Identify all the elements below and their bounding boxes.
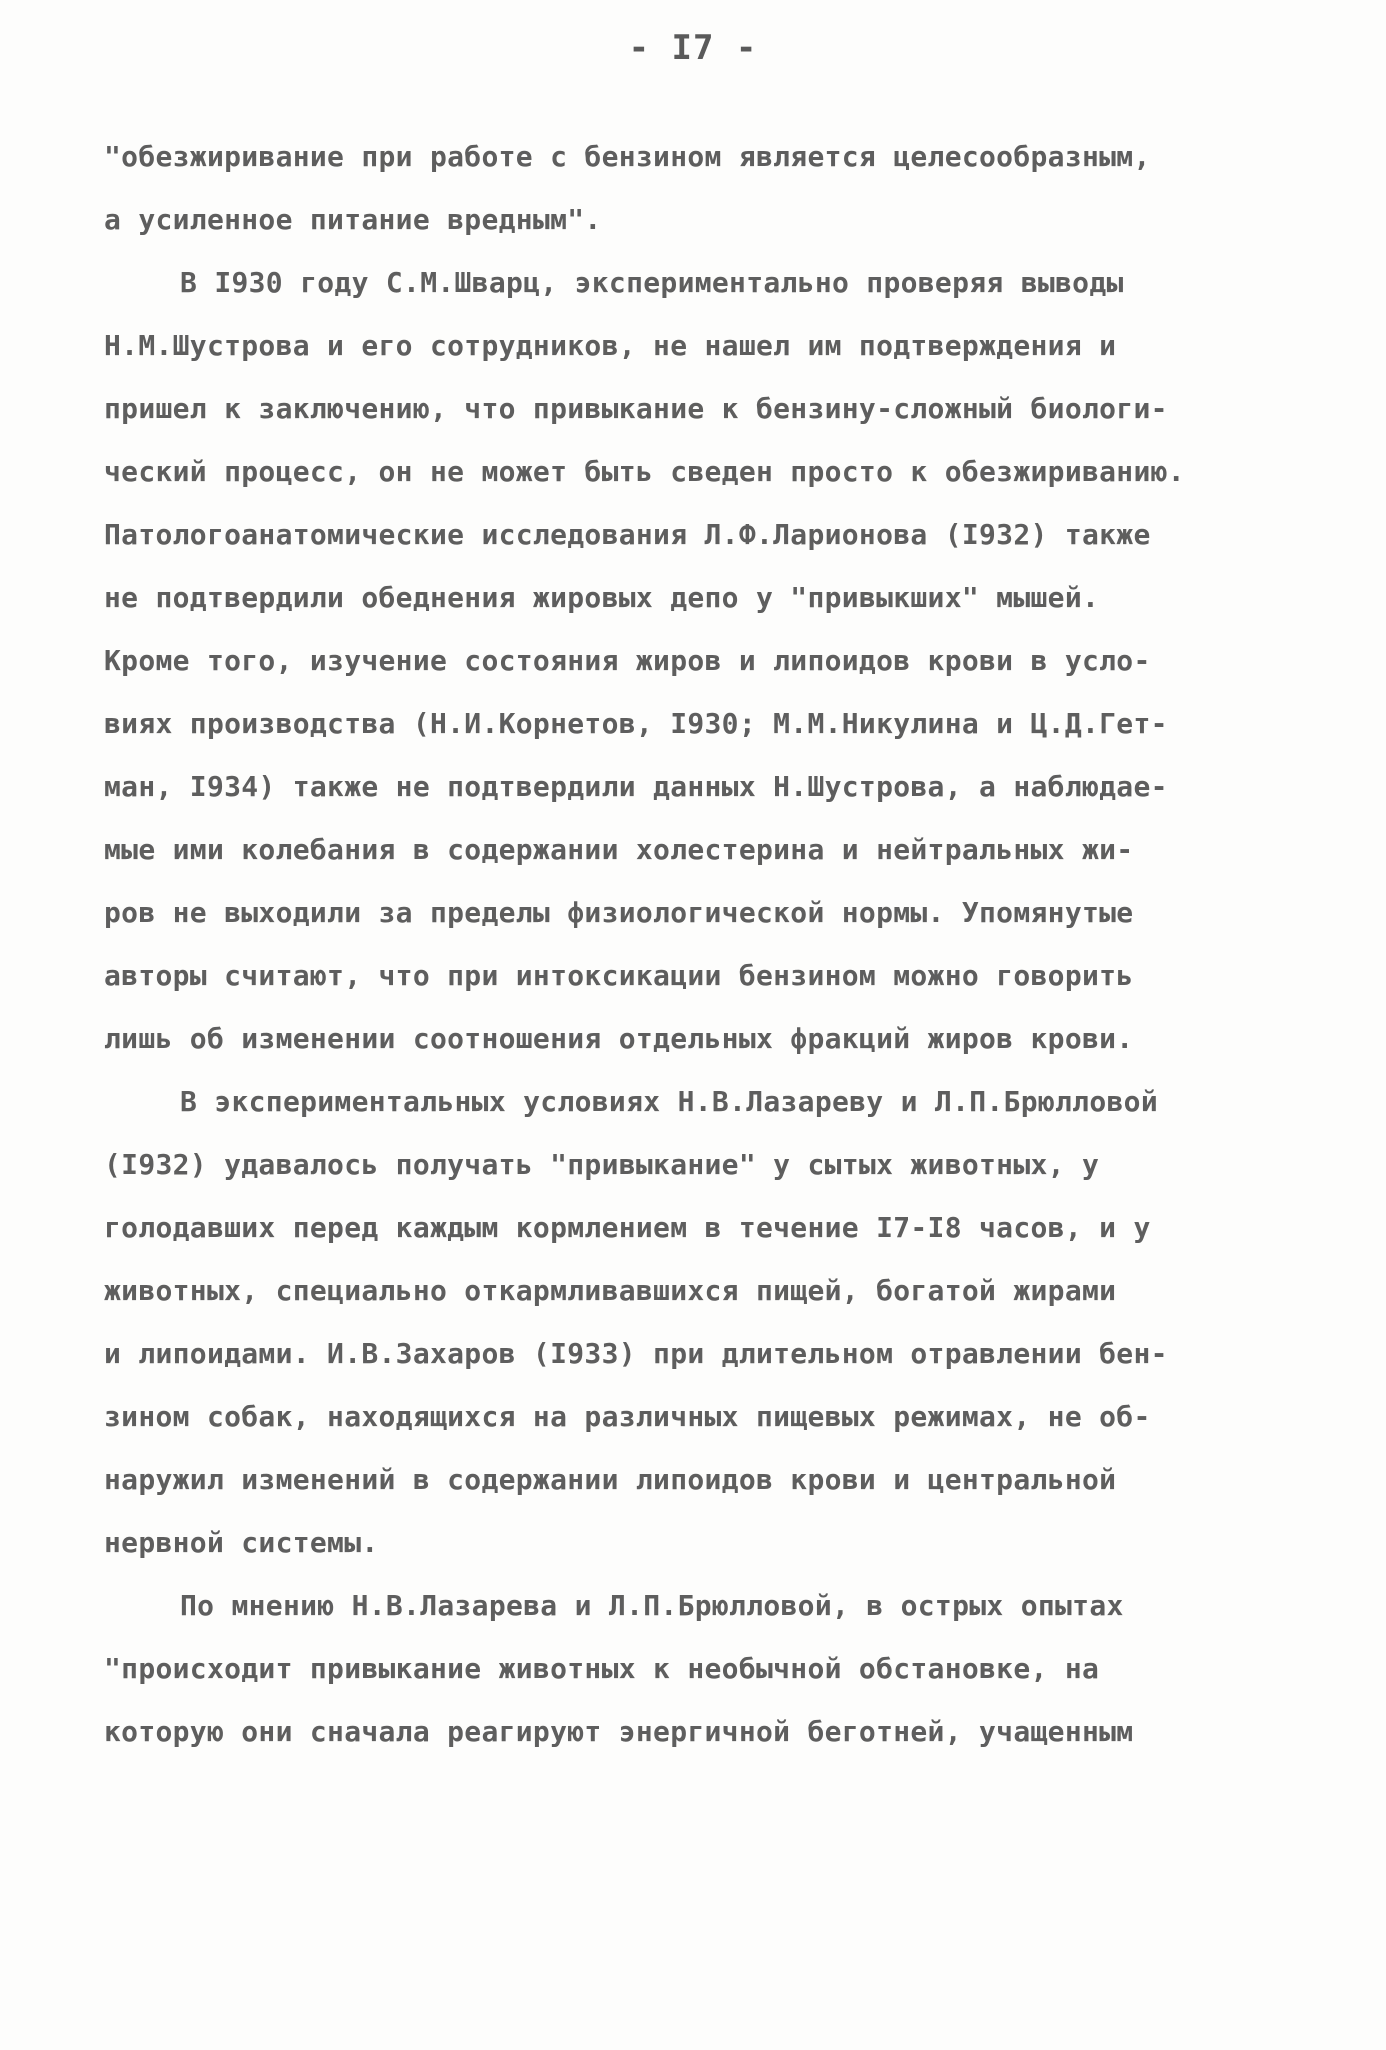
text-line: ров не выходили за пределы физиологической нормы. Упомянутые <box>104 896 1134 929</box>
text-line: ман, I934) также не подтвердили данных Н.Шустрова, а наблюдае- <box>104 770 1168 803</box>
text-line: виях производства (Н.И.Корнетов, I930; М.М.Никулина и Ц.Д.Гет- <box>104 707 1168 740</box>
text-line: (I932) удавалось получать "привыкание" у сытых животных, у <box>104 1148 1100 1181</box>
text-line: авторы считают, что при интоксикации бензином можно говорить <box>104 959 1134 992</box>
text-line: По мнению Н.В.Лазарева и Л.П.Брюлловой, в острых опытах <box>180 1589 1124 1622</box>
text-line: а усиленное питание вредным". <box>104 203 602 236</box>
text-line: ческий процесс, он не может быть сведен просто к обезжириванию. <box>104 455 1185 488</box>
text-line: "обезжиривание при работе с бензином является целесообразным, <box>104 140 1151 173</box>
text-line: В I930 году С.М.Шварц, экспериментально проверяя выводы <box>180 266 1124 299</box>
text-line: В экспериментальных условиях Н.В.Лазареву и Л.П.Брюлловой <box>180 1085 1158 1118</box>
text-line: зином собак, находящихся на различных пищевых режимах, не об- <box>104 1400 1151 1433</box>
text-line: нервной системы. <box>104 1526 379 1559</box>
text-line: голодавших перед каждым кормлением в течение I7-I8 часов, и у <box>104 1211 1151 1244</box>
text-line: пришел к заключению, что привыкание к бензину-сложный биологи- <box>104 392 1168 425</box>
page-number: - I7 - <box>628 28 758 68</box>
text-line: и липоидами. И.В.Захаров (I933) при длительном отравлении бен- <box>104 1337 1168 1370</box>
text-line: Н.М.Шустрова и его сотрудников, не нашел им подтверждения и <box>104 329 1117 362</box>
text-line: Кроме того, изучение состояния жиров и липоидов крови в усло- <box>104 644 1151 677</box>
text-line: не подтвердили обеднения жировых депо у "привыкших" мышей. <box>104 581 1100 614</box>
text-line: Патологоанатомические исследования Л.Ф.Ларионова (I932) также <box>104 518 1151 551</box>
body-text <box>104 125 1304 1763</box>
text-line: которую они сначала реагируют энергичной беготней, учащенным <box>104 1715 1134 1748</box>
text-line: мые ими колебания в содержании холестерина и нейтральных жи- <box>104 833 1134 866</box>
text-line: наружил изменений в содержании липоидов крови и центральной <box>104 1463 1117 1496</box>
text-line: "происходит привыкание животных к необычной обстановке, на <box>104 1652 1100 1685</box>
text-line: животных, специально откармливавшихся пищей, богатой жирами <box>104 1274 1117 1307</box>
text-line: лишь об изменении соотношения отдельных фракций жиров крови. <box>104 1022 1134 1055</box>
